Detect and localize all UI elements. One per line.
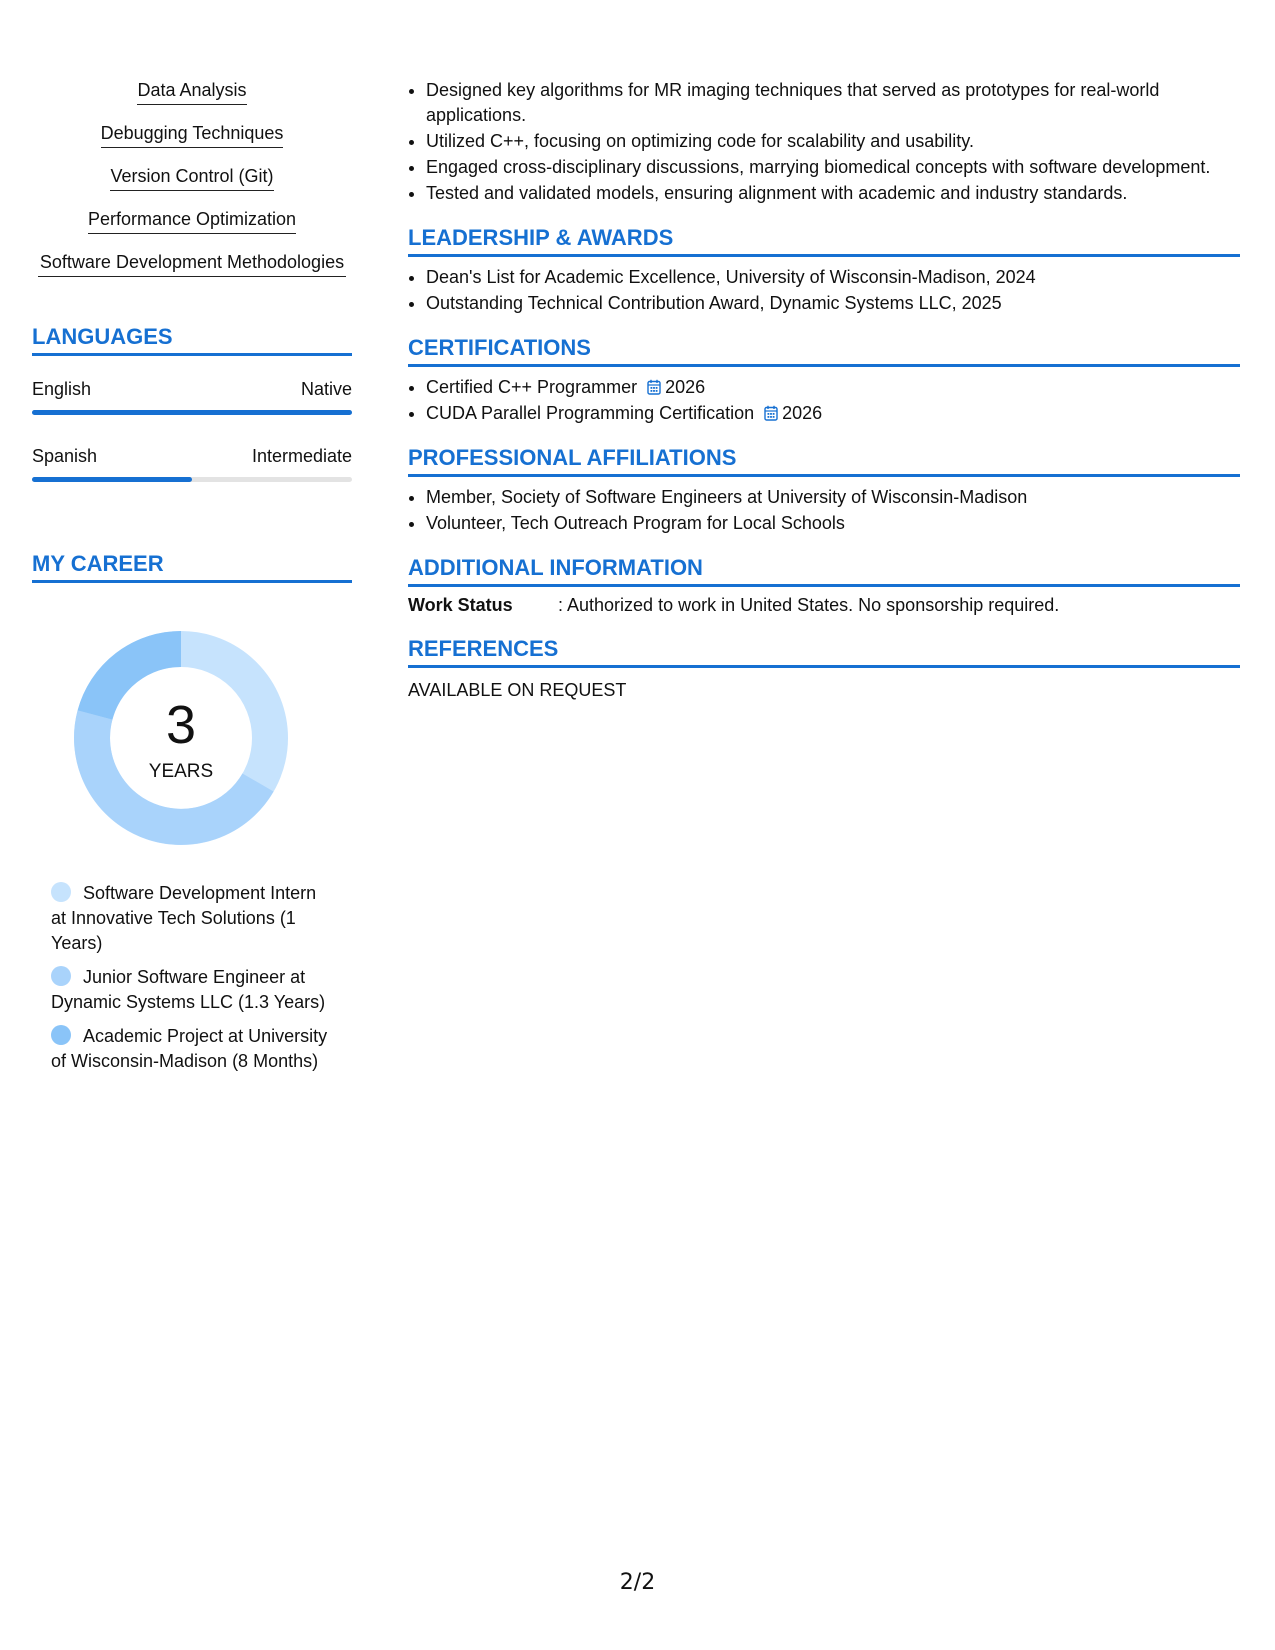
leadership-section — [408, 224, 1240, 316]
language-proficiency-fill — [32, 410, 352, 415]
legend-dot — [51, 882, 71, 902]
language-name: Spanish — [32, 446, 98, 466]
skill-item: Performance Optimization — [32, 207, 352, 234]
page-number: 2/2 — [619, 1570, 656, 1595]
career-legend-item: Junior Software Engineer at Dynamic Systems LLC (1.3 Years) — [51, 967, 326, 1012]
experience-bullet: • Designed key algorithms for MR imaging techniques that served as prototypes for real-world applications. — [426, 78, 1240, 128]
affiliation-item: • Member, Society of Software Engineers at University of Wisconsin-Madison — [426, 485, 1240, 510]
legend-dot — [51, 966, 71, 986]
certifications-section — [408, 334, 1240, 426]
right-column — [408, 78, 1240, 702]
skills-list — [32, 78, 352, 277]
work-status-row — [408, 593, 1240, 617]
career-section — [32, 550, 352, 1074]
language-proficiency-bar — [32, 410, 352, 415]
calendar-icon — [647, 379, 661, 395]
certification-year: 2026 — [782, 403, 823, 423]
calendar-icon — [764, 405, 778, 421]
affiliations-title: PROFESSIONAL AFFILIATIONS — [408, 444, 1240, 477]
references-text: AVAILABLE ON REQUEST — [408, 680, 627, 700]
experience-bullet: • Tested and validated models, ensuring alignment with academic and industry standards. — [426, 181, 1240, 206]
skill-item: Data Analysis — [32, 78, 352, 105]
legend-dot — [51, 1025, 71, 1045]
languages-section — [32, 323, 352, 482]
additional-title: ADDITIONAL INFORMATION — [408, 554, 1240, 587]
language-item — [32, 445, 352, 482]
award-item: • Outstanding Technical Contribution Award, Dynamic Systems LLC, 2025 — [426, 291, 1240, 316]
career-legend — [51, 881, 336, 1074]
career-legend-item: Academic Project at University of Wisconsin-Madison (8 Months) — [51, 1026, 328, 1071]
skill-item: Software Development Methodologies — [32, 250, 352, 277]
language-name: English — [32, 379, 92, 399]
certification-name: Certified C++ Programmer — [426, 377, 638, 397]
language-item — [32, 378, 352, 415]
career-title: MY CAREER — [32, 550, 352, 583]
experience-bullets — [408, 78, 1240, 206]
certification-item — [426, 375, 1240, 400]
career-legend-item: Software Development Intern at Innovative Tech Solutions (1 Years) — [51, 883, 317, 953]
language-level: Intermediate — [251, 446, 352, 466]
certification-name: CUDA Parallel Programming Certification — [426, 403, 755, 423]
language-level: Native — [300, 379, 352, 399]
references-title: REFERENCES — [408, 635, 1240, 668]
skill-item: Version Control (Git) — [32, 164, 352, 191]
work-status-label: Work Status — [408, 595, 513, 615]
career-years-label: YEARS — [148, 761, 214, 782]
language-proficiency-bar — [32, 477, 352, 482]
language-proficiency-fill — [32, 477, 192, 482]
experience-bullet: • Utilized C++, focusing on optimizing code for scalability and usability. — [426, 129, 1240, 154]
award-item: • Dean's List for Academic Excellence, University of Wisconsin-Madison, 2024 — [426, 265, 1240, 290]
additional-section — [408, 554, 1240, 617]
certification-year: 2026 — [665, 377, 706, 397]
work-status-value: : Authorized to work in United States. No sponsorship required. — [558, 595, 1060, 615]
skill-item: Debugging Techniques — [32, 121, 352, 148]
languages-title: LANGUAGES — [32, 323, 352, 356]
experience-bullet: • Engaged cross-disciplinary discussions, marrying biomedical concepts with software development. — [426, 155, 1240, 180]
affiliations-section — [408, 444, 1240, 536]
left-column — [32, 78, 352, 1083]
career-total-years: 3 — [165, 695, 197, 755]
references-section — [408, 635, 1240, 702]
career-donut-chart — [66, 623, 296, 853]
affiliation-item: • Volunteer, Tech Outreach Program for Local Schools — [426, 511, 1240, 536]
leadership-title: LEADERSHIP & AWARDS — [408, 224, 1240, 257]
certification-item — [426, 401, 1240, 426]
certifications-title: CERTIFICATIONS — [408, 334, 1240, 367]
